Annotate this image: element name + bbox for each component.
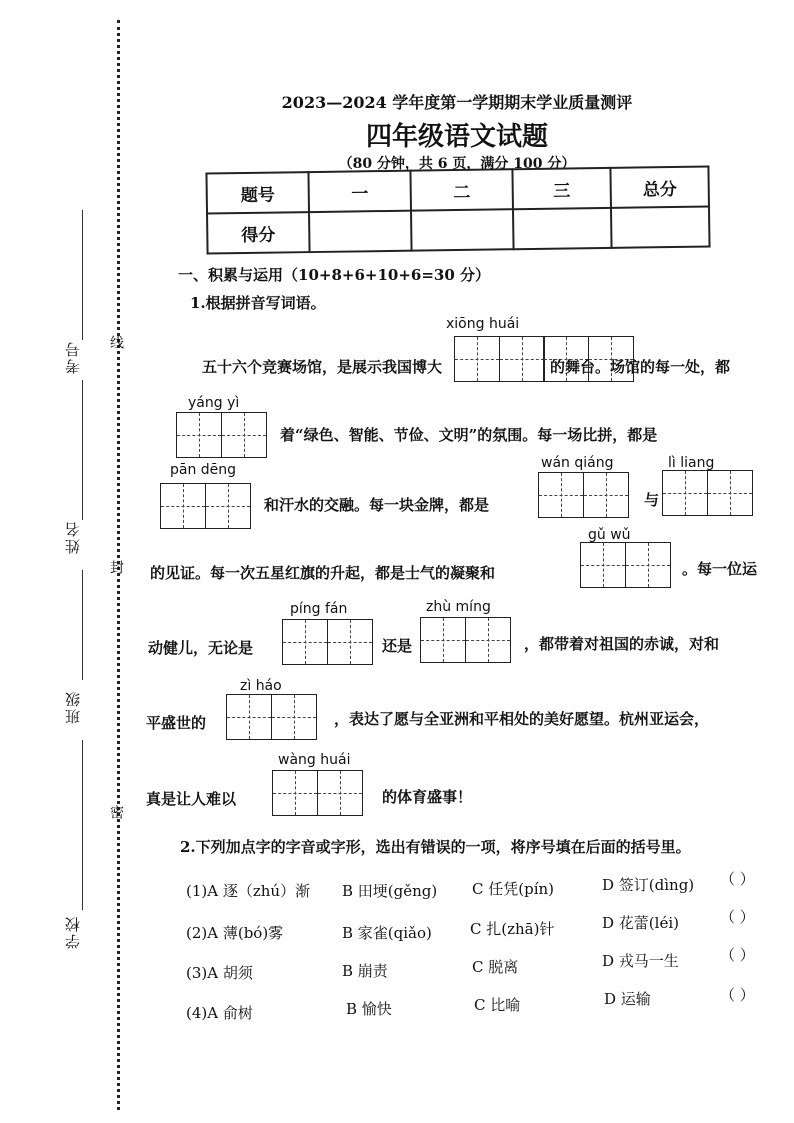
pinyin-label: píng fán <box>290 601 348 617</box>
pinyin-label: zhù míng <box>426 599 491 615</box>
passage-text: 动健儿，无论是 <box>148 639 254 657</box>
answer-grid[interactable] <box>538 472 627 518</box>
margin-mark-secret: 密 <box>108 805 124 819</box>
option-text: C 脱离 <box>472 958 519 976</box>
score-input-cell[interactable] <box>411 209 514 250</box>
pinyin-label: xiōng huái <box>446 316 520 332</box>
pinyin-label: pān dēng <box>170 462 237 478</box>
score-input-cell[interactable] <box>309 211 412 252</box>
answer-grid[interactable] <box>420 617 509 663</box>
score-table-row-score <box>207 206 710 253</box>
pinyin-label: zì háo <box>240 678 282 694</box>
margin-line-exam-no-2 <box>82 380 83 520</box>
pinyin-label: yáng yì <box>188 395 240 411</box>
score-cell: 得分 <box>207 212 310 253</box>
question-1-title: 1.根据拼音写词语。 <box>190 294 326 312</box>
score-input-cell[interactable] <box>611 206 710 247</box>
passage-text: 平盛世的 <box>146 714 207 732</box>
score-cell: 三 <box>512 168 611 209</box>
answer-grid[interactable] <box>662 470 751 516</box>
score-cell: 题号 <box>206 172 309 213</box>
option-text: C 比喻 <box>474 996 521 1014</box>
option-text: (2)A 薄(bó)雾 <box>186 924 284 942</box>
score-cell: 一 <box>308 171 411 212</box>
passage-text: 还是 <box>382 637 413 655</box>
option-text: D 签订(dìng) <box>602 876 695 894</box>
option-text: (3)A 胡须 <box>186 964 253 982</box>
answer-grid[interactable] <box>272 770 361 816</box>
score-table <box>205 165 710 254</box>
passage-text: 五十六个竞赛场馆，是展示我国博大 <box>202 358 443 376</box>
margin-label-name: 姓名 <box>64 520 82 554</box>
margin-line-exam-no <box>82 210 83 340</box>
answer-parentheses[interactable]: （ ） <box>720 946 755 964</box>
option-text: D 戎马一生 <box>602 952 679 970</box>
pinyin-label: wàng huái <box>278 752 351 768</box>
answer-grid[interactable] <box>226 694 315 740</box>
option-text: B 崩责 <box>342 962 388 980</box>
margin-mark-seal: 封 <box>108 560 124 574</box>
margin-label-school: 学校 <box>64 915 82 949</box>
margin-mark-line: 线 <box>108 335 124 349</box>
option-text: B 田埂(gěng) <box>342 882 438 900</box>
passage-text: 的体育盛事！ <box>382 788 473 806</box>
passage-text: 和汗水的交融。每一块金牌，都是 <box>264 496 490 514</box>
margin-label-exam-no: 考号 <box>64 340 82 374</box>
score-table-row-header <box>206 166 709 213</box>
exam-header-line: 2023—2024 学年度第一学期期末学业质量测评 <box>281 93 633 112</box>
pinyin-label: gǔ wǔ <box>588 527 631 543</box>
answer-grid[interactable] <box>160 483 249 529</box>
passage-text: 的见证。每一次五星红旗的升起，都是士气的凝聚和 <box>150 564 496 582</box>
passage-text: 的舞台。场馆的每一处，都 <box>550 358 731 376</box>
answer-parentheses[interactable]: （ ） <box>720 908 755 926</box>
passage-text: ，表达了愿与全亚洲和平相处的美好愿望。杭州亚运会， <box>334 710 710 728</box>
pinyin-label: lì liang <box>668 455 715 471</box>
answer-parentheses[interactable]: （ ） <box>720 870 755 888</box>
margin-line-class <box>82 740 83 910</box>
score-input-cell[interactable] <box>513 208 612 249</box>
score-cell: 二 <box>410 169 513 210</box>
question-2-title: 2.下列加点字的字音或字形，选出有错误的一项，将序号填在后面的括号里。 <box>180 838 691 856</box>
pinyin-label: wán qiáng <box>541 455 614 471</box>
answer-grid[interactable] <box>580 542 669 588</box>
option-text: D 花蕾(léi) <box>602 914 679 932</box>
passage-text: 真是让人难以 <box>146 790 237 808</box>
option-text: C 扎(zhā)针 <box>470 920 555 938</box>
margin-label-class: 班级 <box>64 690 82 724</box>
passage-text: 与 <box>644 491 660 509</box>
option-text: (1)A 逐（zhú）渐 <box>186 882 311 900</box>
exam-subtitle: （80 分钟，共 6 页，满分 100 分） <box>338 156 576 172</box>
option-text: C 任凭(pín) <box>472 880 555 898</box>
exam-title: 四年级语文试题 <box>365 122 548 152</box>
margin-line-name <box>82 570 83 680</box>
passage-text: ，都带着对祖国的赤诚，对和 <box>524 635 720 653</box>
option-text: (4)A 俞树 <box>186 1004 253 1022</box>
answer-parentheses[interactable]: （ ） <box>720 986 755 1004</box>
option-text: B 家雀(qiǎo) <box>342 924 432 942</box>
passage-text: 着“绿色、智能、节俭、文明”的氛围。每一场比拼，都是 <box>280 426 658 444</box>
passage-text: 。每一位运 <box>682 560 758 578</box>
option-text: B 愉快 <box>346 1000 392 1018</box>
answer-grid[interactable] <box>176 412 265 458</box>
option-text: D 运输 <box>604 990 651 1008</box>
section-heading: 一、积累与运用（10+8+6+10+6=30 分） <box>178 266 490 284</box>
score-cell: 总分 <box>610 166 709 207</box>
answer-grid[interactable] <box>282 619 371 665</box>
